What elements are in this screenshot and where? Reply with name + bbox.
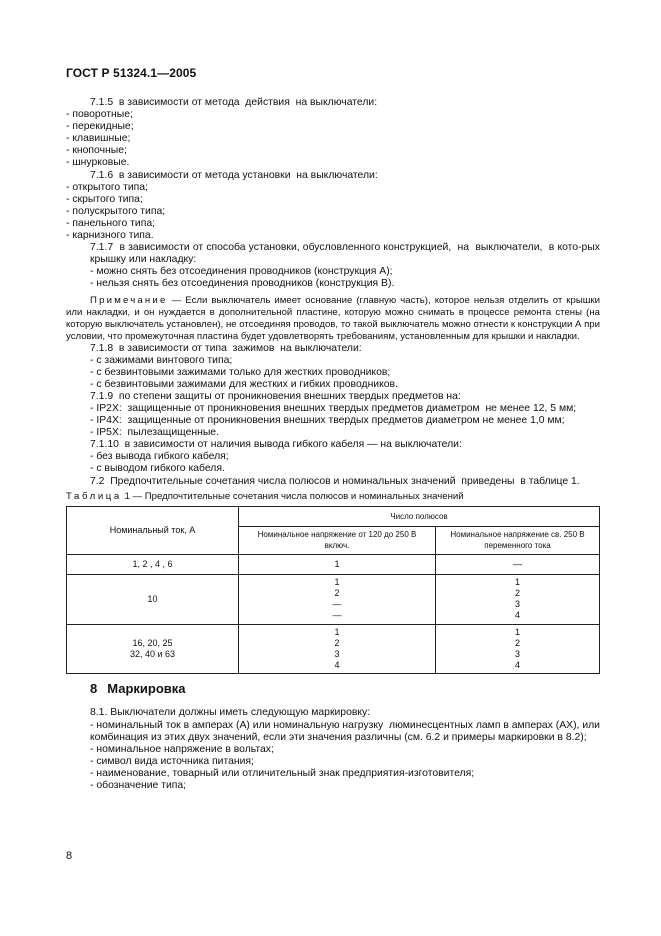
text-line: - IP2X: защищенные от проникновения внешних твердых предметов диаметром не менее 12, 5 мм; [90,402,577,414]
text-line: 7.1.8 в зависимости от типа зажимов на выключатели: [90,342,362,354]
cell-value: 2 [514,637,520,648]
table-caption-label: Таблица [66,490,122,502]
section-heading [66,683,600,695]
section-title: Маркировка [107,681,186,697]
text-line: - с безвинтовыми зажимами для жестких и гибких проводников. [90,378,398,390]
page-number: 8 [66,850,73,862]
text-line: - обозначение типа; [90,780,187,791]
text-line: - скрытого типа; [66,193,143,205]
text-line: - шнурковые. [66,157,130,169]
document-body [66,97,603,792]
col-header-poles: Число полюсов [239,506,600,526]
text-line: - клавишные; [66,133,131,145]
cell-value: 3 [334,648,340,659]
table-row [67,574,600,624]
text-line: - IP5X: пылезащищенные. [90,427,219,439]
table-cell-v2 [436,574,600,624]
table-cell-v1 [239,554,436,574]
text-line: 7.2 Предпочтительные сочетания числа полюсов и номинальных значений приведены в таблице 1. [90,475,580,487]
section-number: 8 [90,681,98,697]
text-line: - с зажимами винтового типа; [90,354,233,366]
table-caption [66,491,600,503]
text-line: - кнопочные; [66,145,127,157]
cell-value: 1, 2 , 4 , 6 [132,558,173,569]
text-line: 7.1.9 по степени защиты от проникновения внешних твердых предметов на: [90,390,461,402]
table-cell-v1 [239,574,436,624]
paragraph-8-1: 8.1. Выключатели должны иметь следующую маркировку: [90,707,371,719]
text-line: 7.1.10 в зависимости от наличия вывода гибкого кабеля — на выключатели: [90,439,462,451]
cell-value: 1 [334,626,340,637]
table-cell-v1 [239,624,436,674]
table-cell-current [67,574,239,624]
list-8-1 [66,744,600,792]
text-line: - перекидные; [66,121,134,133]
document-header: ГОСТ Р 51324.1—2005 [66,66,197,80]
table-cell-current [67,624,239,674]
cell-value: 1 [334,576,340,587]
cell-value: 10 [147,593,158,604]
text-line: - IP4X: защищенные от проникновения внешних твердых предметов диаметром не менее 1,0 мм; [90,415,565,427]
paragraph-8-1-item-1: - номинальный ток в амперах (А) или номинальную нагрузку люминесцентных ламп в амперах (АХ), или комбинация из этих двух значений, если эти значения различны (см. 6.2 и примеры маркировки в 8.2); [90,719,603,743]
cell-value: 16, 20, 25 [132,637,173,648]
cell-value: — [332,599,342,610]
cell-value: 2 [334,637,340,648]
text-line: - номинальное напряжение в вольтах; [90,743,274,755]
cell-value: — [332,610,342,621]
text-line: - полускрытого типа; [66,205,166,217]
cell-value: 3 [514,648,520,659]
text-line: - карнизного типа. [66,230,154,242]
text-line: - можно снять без отсоединения проводников (конструкция А); [90,266,393,278]
paragraph-7-1-7: 7.1.7 в зависимости от способа установки, обусловленного конструкцией, на выключатели, в кото-рых крышку или накладку: [90,242,603,266]
note [66,294,603,343]
col-header-voltage-low: Номинальное напряжение от 120 до 250 В включ. [239,526,436,554]
list-7-1-7 [66,266,600,290]
text-line: - наименование, товарный или отличительный знак предприятия-изготовителя; [90,767,475,779]
cell-value: 4 [514,610,520,621]
text-line: - поворотные; [66,109,133,121]
text-line: - открытого типа; [66,181,148,193]
note-text: — Если выключатель имеет основание (главную часть), которое нельзя отделить от крышки или накладки, и он нуждается в дополнительной пластине, которую можно снимать в процессе ремонта стены (на которую выключатель установлен), не отсоединяя проводов, то такой выключатель можно отнести к конструкции А при условии, что промежуточная пластина будет удовлетворять требованиям, установленным для крышки и накладки. [66,294,603,342]
col-header-current: Номинальный ток, А [67,506,239,554]
cell-value: 1 [514,576,520,587]
text-line: 7.1.5 в зависимости от метода действия на выключатели: [90,97,378,108]
table-body [67,554,600,674]
col-header-voltage-high: Номинальное напряжение св. 250 В переменного тока [436,526,600,554]
text-line: - с безвинтовыми зажимами только для жестких проводников; [90,366,391,378]
table-row [67,554,600,574]
cell-value: 2 [514,587,520,598]
cell-value: 4 [514,660,520,671]
cell-value: 32, 40 и 63 [129,648,176,659]
cell-value: 1 [514,626,520,637]
cell-value: 2 [334,587,340,598]
table-cell-v2 [436,554,600,574]
table-row [67,624,600,674]
section-7-1-5-to-7-1-6 [66,97,600,242]
cell-value: 4 [334,660,340,671]
table-cell-v2 [436,624,600,674]
text-line: - без вывода гибкого кабеля; [90,451,229,463]
text-line: - панельного типа; [66,217,155,229]
table-cell-current [67,554,239,574]
text-line: 7.1.6 в зависимости от метода установки на выключатели: [90,169,378,181]
table-1 [66,506,600,675]
text-line: - символ вида источника питания; [90,755,254,767]
cell-value: 3 [514,599,520,610]
note-label: Примечание [90,294,168,306]
table-caption-text: 1 — Предпочтительные сочетания числа полюсов и номинальных значений [121,490,464,502]
text-line: - нельзя снять без отсоединения проводников (конструкция В). [90,278,395,290]
cell-value: 1 [334,558,340,569]
section-7-1-8-to-7-2 [66,343,600,488]
cell-value: — [513,558,522,569]
text-line: - с выводом гибкого кабеля. [90,463,225,475]
